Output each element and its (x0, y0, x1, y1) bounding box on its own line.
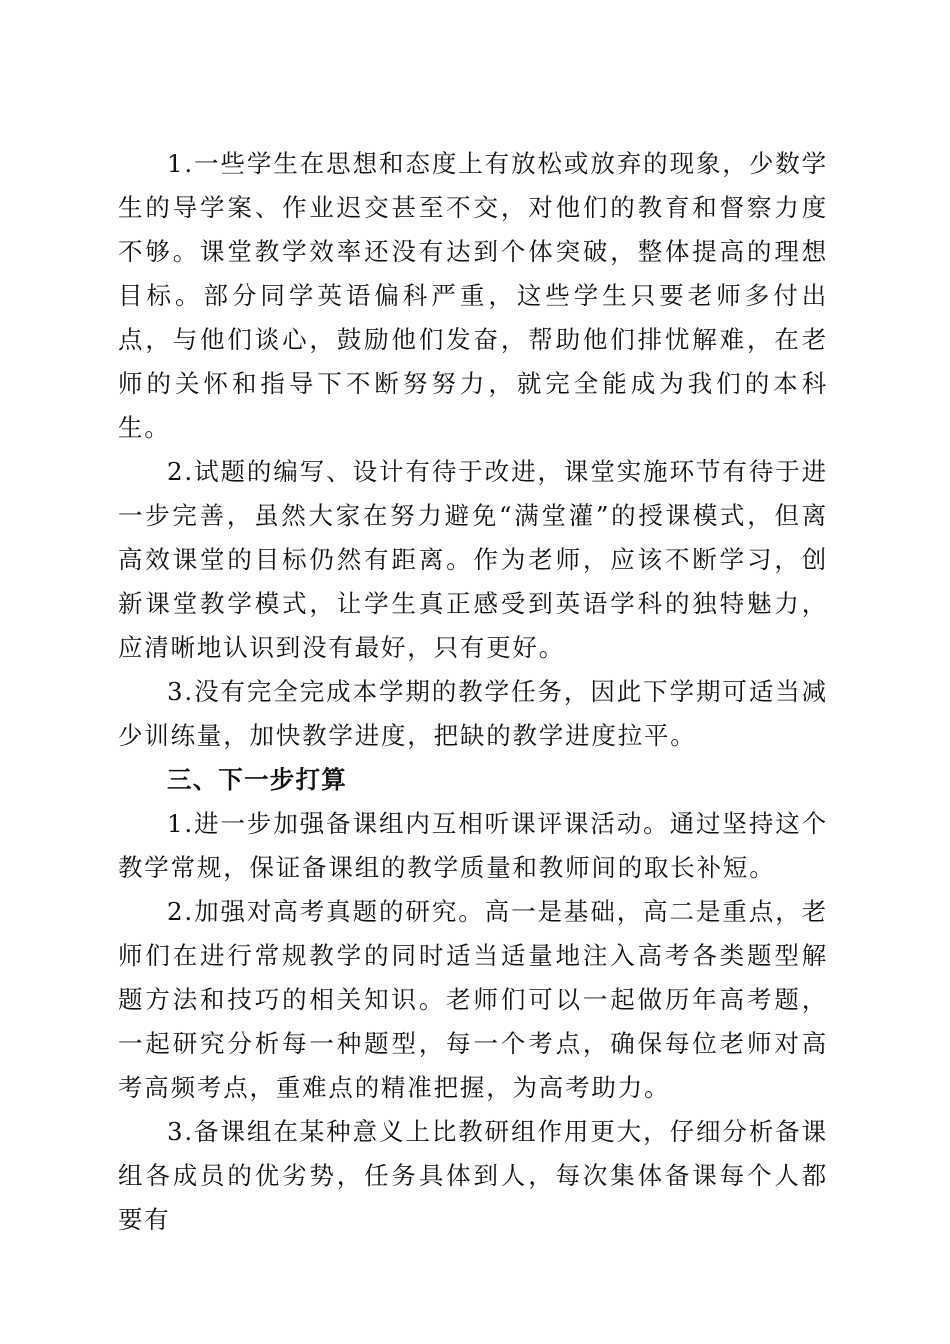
paragraph-3: 3.没有完全完成本学期的教学任务，因此下学期可适当减少训练量，加快教学进度，把缺的教学进度拉平。 (118, 677, 828, 750)
paragraph-2: 2.试题的编写、设计有待于改进，课堂实施环节有待于进一步完善，虽然大家在努力避免“满堂灌”的授课模式，但离高效课堂的目标仍然有距离。作为老师，应该不断学习，创新课堂教学模式，让学生真正感受到英语学科的独特魅力，应清晰地认识到没有最好，只有更好。 (118, 457, 828, 662)
section-heading: 三、下一步打算 (167, 765, 347, 794)
paragraph-1: 1.一些学生在思想和态度上有放松或放弃的现象，少数学生的导学案、作业迟交甚至不交，对他们的教育和督察力度不够。课堂教学效率还没有达到个体突破，整体提高的理想目标。部分同学英语偏科严重，这些学生只要老师多付出点，与他们谈心，鼓励他们发奋，帮助他们排忧解难，在老师的关怀和指导下不断努努力，就完全能成为我们的本科生。 (118, 149, 828, 442)
next-step-3: 3.备课组在某种意义上比教研组作用更大，仔细分析备课组各成员的优劣势，任务具体到人，每次集体备课每个人都要有 (118, 1117, 828, 1234)
next-step-1: 1.进一步加强备课组内互相听课评课活动。通过坚持这个教学常规，保证备课组的教学质量和教师间的取长补短。 (118, 809, 828, 882)
document-body (118, 142, 828, 1242)
next-step-2: 2.加强对高考真题的研究。高一是基础，高二是重点，老师们在进行常规教学的同时适当适量地注入高考各类题型解题方法和技巧的相关知识。老师们可以一起做历年高考题，一起研究分析每一种题型，每一个考点，确保每位老师对高考高频考点，重难点的精准把握，为高考助力。 (118, 897, 828, 1102)
